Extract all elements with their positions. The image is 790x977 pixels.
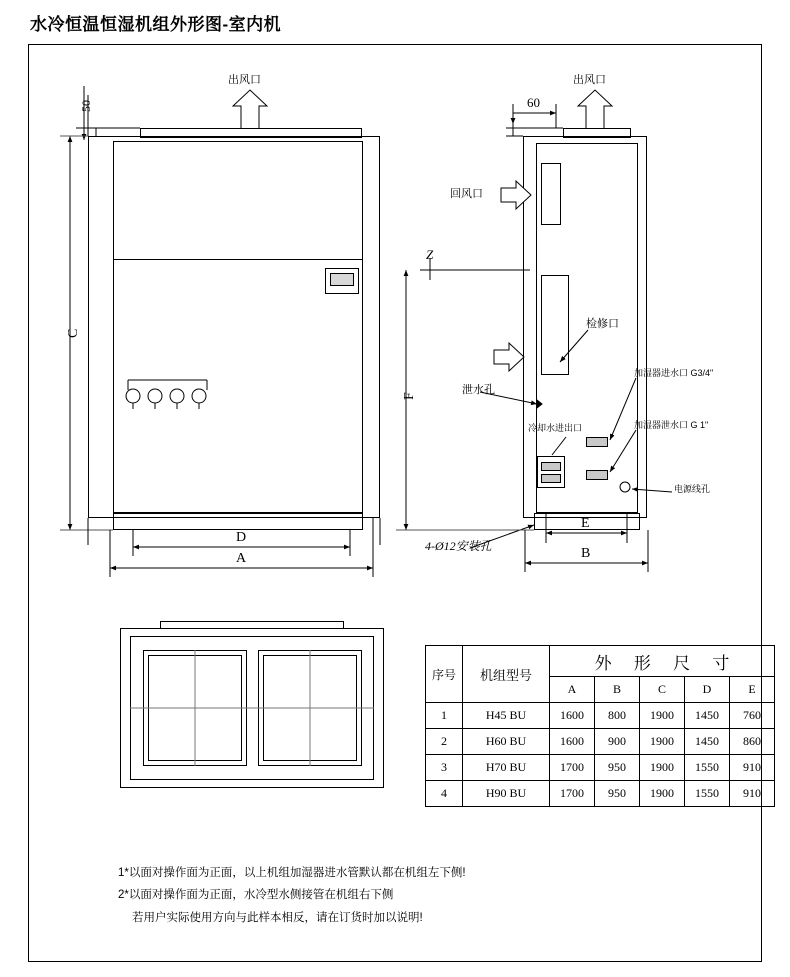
table-row xyxy=(426,729,775,755)
side-view-return-air-label: 回风口 xyxy=(450,188,483,200)
table-header-row-1 xyxy=(426,646,775,677)
cell-b: 800 xyxy=(595,703,640,729)
cell-a: 1600 xyxy=(550,729,595,755)
table-row xyxy=(426,781,775,807)
side-view-water-connection-inner2 xyxy=(541,474,561,483)
cell-model: H60 BU xyxy=(463,729,550,755)
cell-d: 1450 xyxy=(685,703,730,729)
side-view-axis-label: Z xyxy=(426,247,434,262)
cell-a: 1700 xyxy=(550,755,595,781)
cell-c: 1900 xyxy=(640,755,685,781)
cell-model: H90 BU xyxy=(463,781,550,807)
front-view-top-plate xyxy=(140,128,362,138)
side-view-power-cord-hole-label: 电源线孔 xyxy=(674,484,711,494)
front-view-inner-width-dim-label: D xyxy=(236,530,247,545)
cell-index: 1 xyxy=(426,703,463,729)
side-view-humidifier-inlet-label: 加湿器进水口 G3/4" xyxy=(634,368,714,378)
note-line-2: 2*以面对操作面为正面，水冷型水侧接管在机组右下侧 xyxy=(118,889,394,902)
cell-index: 2 xyxy=(426,729,463,755)
cell-b: 950 xyxy=(595,755,640,781)
cell-e: 910 xyxy=(730,781,775,807)
side-view-b-dim-label: B xyxy=(581,546,591,561)
table-header-dim-a: A xyxy=(550,677,595,703)
side-view-mounting-holes-label: 4-Ø12安装孔 xyxy=(425,539,492,553)
side-view-water-connection-box xyxy=(537,456,565,488)
side-view-chilled-water-io-label: 冷却水进出口 xyxy=(528,423,583,433)
table-header-dimensions: 外 形 尺 寸 xyxy=(550,646,775,677)
cell-index: 3 xyxy=(426,755,463,781)
cell-e: 860 xyxy=(730,729,775,755)
side-view-humidifier-inlet-port xyxy=(586,437,608,447)
cell-c: 1900 xyxy=(640,703,685,729)
side-view-height-dim-label: F xyxy=(402,392,417,400)
side-view-top-dim-label: 60 xyxy=(527,95,540,110)
side-view-drain-hole-label: 泄水孔 xyxy=(462,384,495,396)
note-line-1: 1*以面对操作面为正面，以上机组加湿器进水管默认都在机组左下侧! xyxy=(118,867,466,879)
notes-block xyxy=(118,862,466,929)
front-view-base xyxy=(113,513,363,530)
table-row xyxy=(426,703,775,729)
cell-d: 1550 xyxy=(685,755,730,781)
cell-a: 1700 xyxy=(550,781,595,807)
table-header-model: 机组型号 xyxy=(463,646,550,703)
cell-c: 1900 xyxy=(640,781,685,807)
table-header-index: 序号 xyxy=(426,646,463,703)
table-header-dim-e: E xyxy=(730,677,775,703)
cell-model: H45 BU xyxy=(463,703,550,729)
front-view-top-dim-label: 50 xyxy=(79,100,93,112)
cell-e: 910 xyxy=(730,755,775,781)
side-view-humidifier-drain-port xyxy=(586,470,608,480)
side-view-top-plate xyxy=(563,128,631,138)
page-title: 水冷恒温恒湿机组外形图-室内机 xyxy=(30,15,282,34)
front-view-air-outlet-label: 出风口 xyxy=(228,74,261,86)
side-view-return-air-grille xyxy=(541,163,561,225)
cell-c: 1900 xyxy=(640,729,685,755)
side-view-e-dim-label: E xyxy=(581,516,590,531)
note-line-3: 若用户实际使用方向与此样本相反，请在订货时加以说明! xyxy=(132,911,423,924)
plan-view-filter-right-inner xyxy=(263,655,357,761)
side-view-inspection-port-label: 检修口 xyxy=(586,318,619,330)
table-header-dim-b: B xyxy=(595,677,640,703)
cell-index: 4 xyxy=(426,781,463,807)
table-header-dim-d: D xyxy=(685,677,730,703)
side-view-inspection-panel xyxy=(541,275,569,375)
cell-d: 1550 xyxy=(685,781,730,807)
side-view-water-connection-inner xyxy=(541,462,561,471)
front-view-height-dim-label: C xyxy=(66,328,81,338)
front-view-inner-panel xyxy=(113,141,363,513)
table-row xyxy=(426,755,775,781)
front-view-panel-divider xyxy=(113,259,363,260)
table-header-dim-c: C xyxy=(640,677,685,703)
side-view-humidifier-drain-label: 加湿器泄水口 G 1" xyxy=(634,420,709,430)
front-view-width-dim-label: A xyxy=(236,551,247,566)
cell-model: H70 BU xyxy=(463,755,550,781)
plan-view-top-strip xyxy=(160,621,344,629)
cell-b: 950 xyxy=(595,781,640,807)
cell-d: 1450 xyxy=(685,729,730,755)
cell-a: 1600 xyxy=(550,703,595,729)
side-view-air-outlet-label: 出风口 xyxy=(573,74,606,86)
specification-table xyxy=(425,645,775,807)
plan-view-filter-left-inner xyxy=(148,655,242,761)
front-view-display-screen xyxy=(330,273,354,286)
cell-b: 900 xyxy=(595,729,640,755)
cell-e: 760 xyxy=(730,703,775,729)
